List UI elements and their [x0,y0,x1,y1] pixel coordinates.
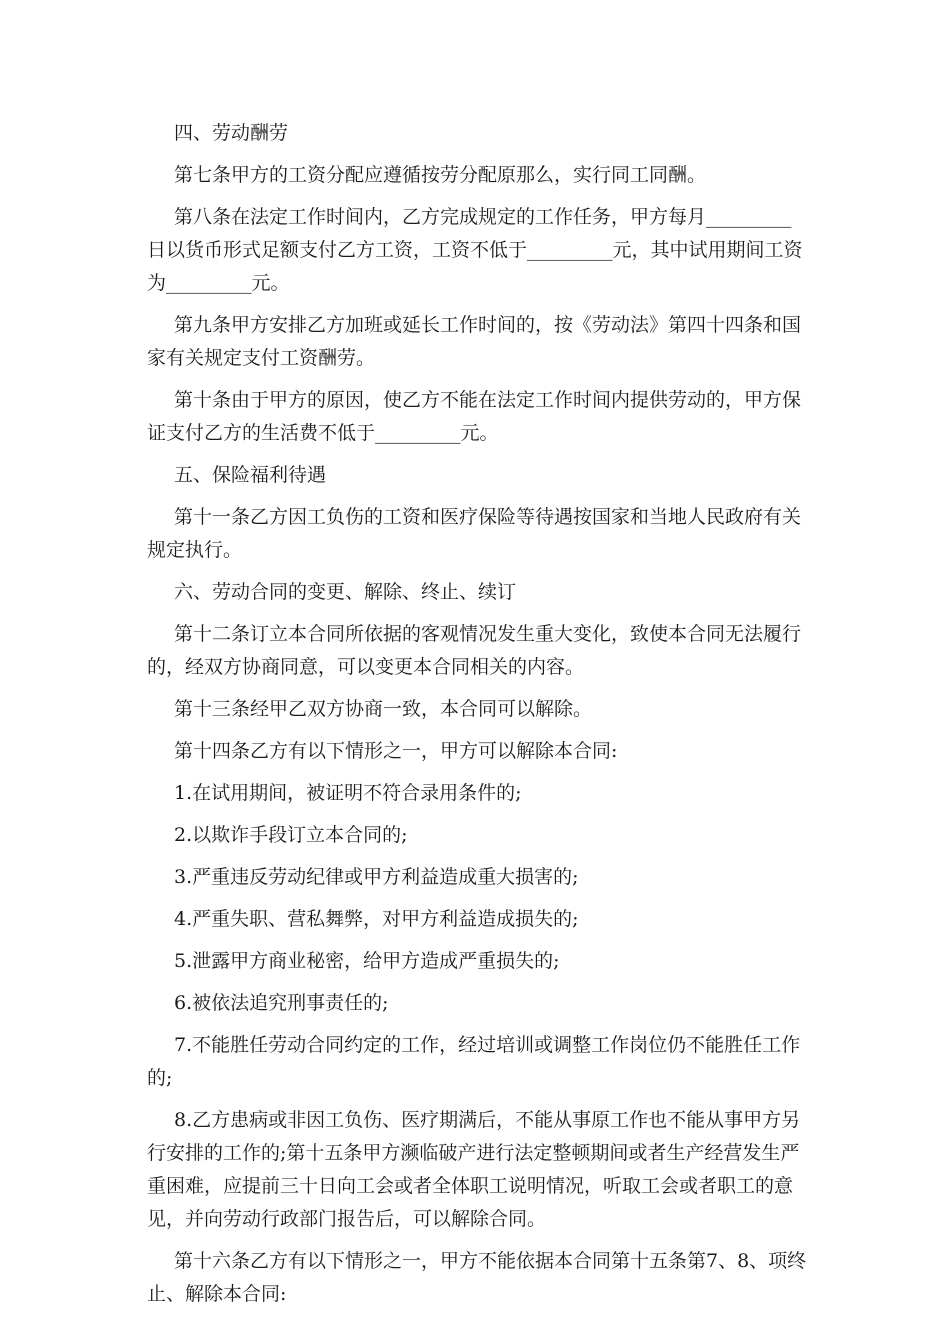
section-heading-remuneration: 四、劳动酬劳 [174,122,289,144]
article-14: 第十四条乙方有以下情形之一，甲方可以解除本合同: [174,740,618,762]
article-11: 第十一条乙方因工负伤的工资和医疗保险等待遇按国家和当地人民政府有关规定执行。 [147,506,802,561]
list-item-6: 6.被依法追究刑事责任的; [174,992,389,1014]
list-item-4: 4.严重失职、营私舞弊，对甲方利益造成损失的; [174,908,579,930]
article-13: 第十三条经甲乙双方协商一致，本合同可以解除。 [174,698,593,720]
document-body [147,117,807,1320]
list-item-2: 2.以欺诈手段订立本合同的; [174,824,408,846]
section-heading-contract-changes: 六、劳动合同的变更、解除、终止、续订 [174,581,517,603]
list-item-3: 3.严重违反劳动纪律或甲方利益造成重大损害的; [174,866,579,888]
article-12: 第十二条订立本合同所依据的客观情况发生重大变化，致使本合同无法履行的，经双方协商同意，可以变更本合同相关的内容。 [147,623,802,678]
article-10: 第十条由于甲方的原因，使乙方不能在法定工作时间内提供劳动的，甲方保证支付乙方的生活费不低于_________元。 [147,389,802,444]
article-7: 第七条甲方的工资分配应遵循按劳分配原那么，实行同工同酬。 [174,164,707,186]
list-item-7: 7.不能胜任劳动合同约定的工作，经过培训或调整工作岗位仍不能胜任工作的; [147,1034,801,1089]
article-16: 第十六条乙方有以下情形之一，甲方不能依据本合同第十五条第7、8、项终止、解除本合同: [147,1250,807,1305]
section-heading-insurance: 五、保险福利待遇 [174,464,327,486]
article-9: 第九条甲方安排乙方加班或延长工作时间的，按《劳动法》第四十四条和国家有关规定支付工资酬劳。 [147,314,802,369]
list-item-1: 1.在试用期间，被证明不符合录用条件的; [174,782,522,804]
article-8: 第八条在法定工作时间内，乙方完成规定的工作任务，甲方每月_________日以货币形式足额支付乙方工资，工资不低于_________元，其中试用期间工资为_________元。 [147,206,803,294]
list-item-8: 8.乙方患病或非因工负伤、医疗期满后，不能从事原工作也不能从事甲方另行安排的工作的;第十五条甲方濒临破产进行法定整顿期间或者生产经营发生严重困难，应提前三十日向工会或者全体职工说明情况，听取工会或者职工的意见，并向劳动行政部门报告后，可以解除合同。 [147,1109,801,1230]
list-item-5: 5.泄露甲方商业秘密，给甲方造成严重损失的; [174,950,560,972]
